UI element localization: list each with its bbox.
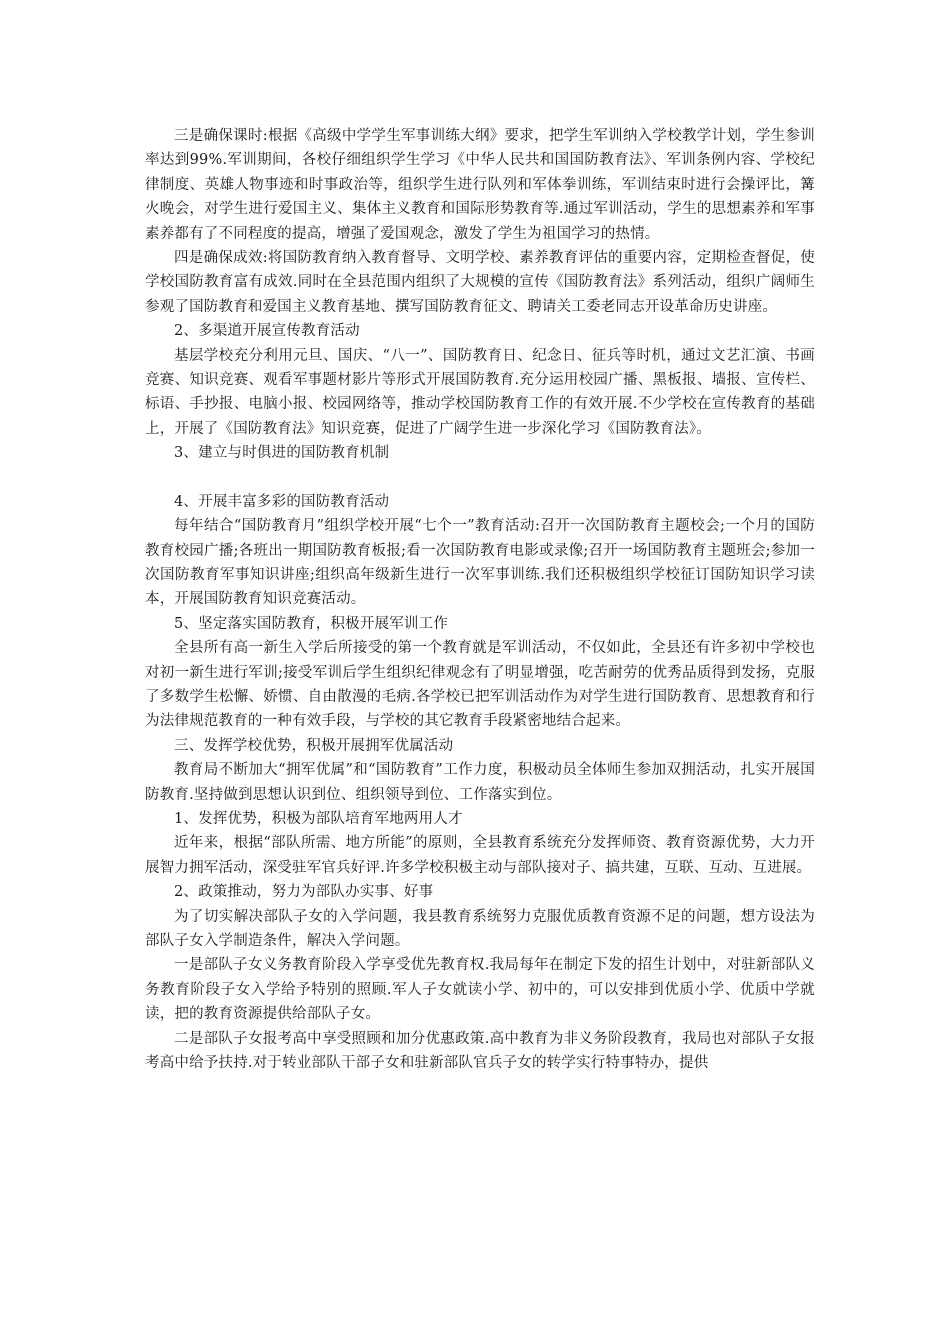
body-paragraph: 四是确保成效:将国防教育纳入教育督导、文明学校、素养教育评估的重要内容，定期检查督促，使学校国防教育富有成效.同时在全县范围内组织了大规模的宣传《国防教育法》系列活动，组织广阔师生参观了国防教育和爱国主义教育基地、撰写国防教育征文、聘请关工委老同志开设革命历史讲座。 (145, 250, 815, 315)
section-heading: 2、多渠道开展宣传教育活动 (174, 323, 360, 340)
section-heading: 5、坚定落实国防教育，积极开展军训工作 (174, 615, 449, 632)
body-paragraph: 近年来，根据“部队所需、地方所能”的原则，全县教育系统充分发挥师资、教育资源优势，大力开展智力拥军活动，深受驻军官兵好评.许多学校积极主动与部队接对子、搞共建，互联、互动、互进展。 (145, 835, 815, 876)
body-paragraph: 三是确保课时:根据《高级中学学生军事训练大纲》要求，把学生军训纳入学校教学计划，学生参训率达到99%.军训期间，各校仔细组织学生学习《中华人民共和国国防教育法》、军训条例内容、学校纪律制度、英雄人物事迹和时事政治等，组织学生进行队列和军体拳训练，军训结束时进行会操评比，篝火晚会，对学生进行爱国主义、集体主义教育和国际形势教育等.通过军训活动，学生的思想素养和军事素养都有了不同程度的提高，增强了爱国观念，激发了学生为祖国学习的热情。 (145, 128, 815, 242)
section-heading: 2、政策推动，努力为部队办实事、好事 (174, 884, 434, 901)
document-body (145, 124, 815, 1075)
section-heading: 4、开展丰富多彩的国防教育活动 (174, 493, 390, 510)
body-paragraph: 每年结合“国防教育月”组织学校开展“七个一”教育活动:召开一次国防教育主题校会;一个月的国防教育校园广播;各班出一期国防教育板报;看一次国防教育电影或录像;召开一场国防教育主题班会;参加一次国防教育军事知识讲座;组织高年级新生进行一次军事训练.我们还积极组织学校征订国防知识学习读本，开展国防教育知识竞赛活动。 (145, 518, 815, 608)
section-heading: 3、建立与时俱进的国防教育机制 (174, 445, 390, 462)
body-paragraph: 全县所有高一新生入学后所接受的第一个教育就是军训活动，不仅如此，全县还有许多初中学校也对初一新生进行军训;接受军训后学生组织纪律观念有了明显增强，吃苦耐劳的优秀品质得到发扬，克服了多数学生松懈、娇惯、自由散漫的毛病.各学校已把军训活动作为对学生进行国防教育、思想教育和行为法律规范教育的一种有效手段，与学校的其它教育手段紧密地结合起来。 (145, 640, 815, 730)
body-paragraph: 基层学校充分利用元旦、国庆、“八一”、国防教育日、纪念日、征兵等时机，通过文艺汇演、书画竞赛、知识竞赛、观看军事题材影片等形式开展国防教育.充分运用校园广播、黑板报、墙报、宣传栏、标语、手抄报、电脑小报、校园网络等，推动学校国防教育工作的有效开展.不少学校在宣传教育的基础上，开展了《国防教育法》知识竞赛，促进了广阔学生进一步深化学习《国防教育法》。 (145, 347, 815, 437)
section-heading: 三、发挥学校优势，积极开展拥军优属活动 (174, 737, 454, 754)
body-paragraph: 一是部队子女义务教育阶段入学享受优先教育权.我局每年在制定下发的招生计划中，对驻新部队义务教育阶段子女入学给予特别的照顾.军人子女就读小学、初中的，可以安排到优质小学、优质中学就读，把的教育资源提供给部队子女。 (145, 957, 815, 1023)
body-paragraph: 教育局不断加大“拥军优属”和“国防教育”工作力度，积极动员全体师生参加双拥活动，扎实开展国防教育.坚持做到思想认识到位、组织领导到位、工作落实到位。 (145, 762, 815, 803)
body-paragraph: 二是部队子女报考高中享受照顾和加分优惠政策.高中教育为非义务阶段教育，我局也对部队子女报考高中给予扶持.对于转业部队干部子女和驻新部队官兵子女的转学实行特事特办，提供 (145, 1030, 815, 1072)
section-heading: 1、发挥优势，积极为部队培育军地两用人才 (174, 810, 463, 827)
body-paragraph: 为了切实解决部队子女的入学问题，我县教育系统努力克服优质教育资源不足的问题，想方设法为部队子女入学制造条件，解决入学问题。 (145, 908, 815, 949)
paragraph-spacer (145, 466, 815, 490)
